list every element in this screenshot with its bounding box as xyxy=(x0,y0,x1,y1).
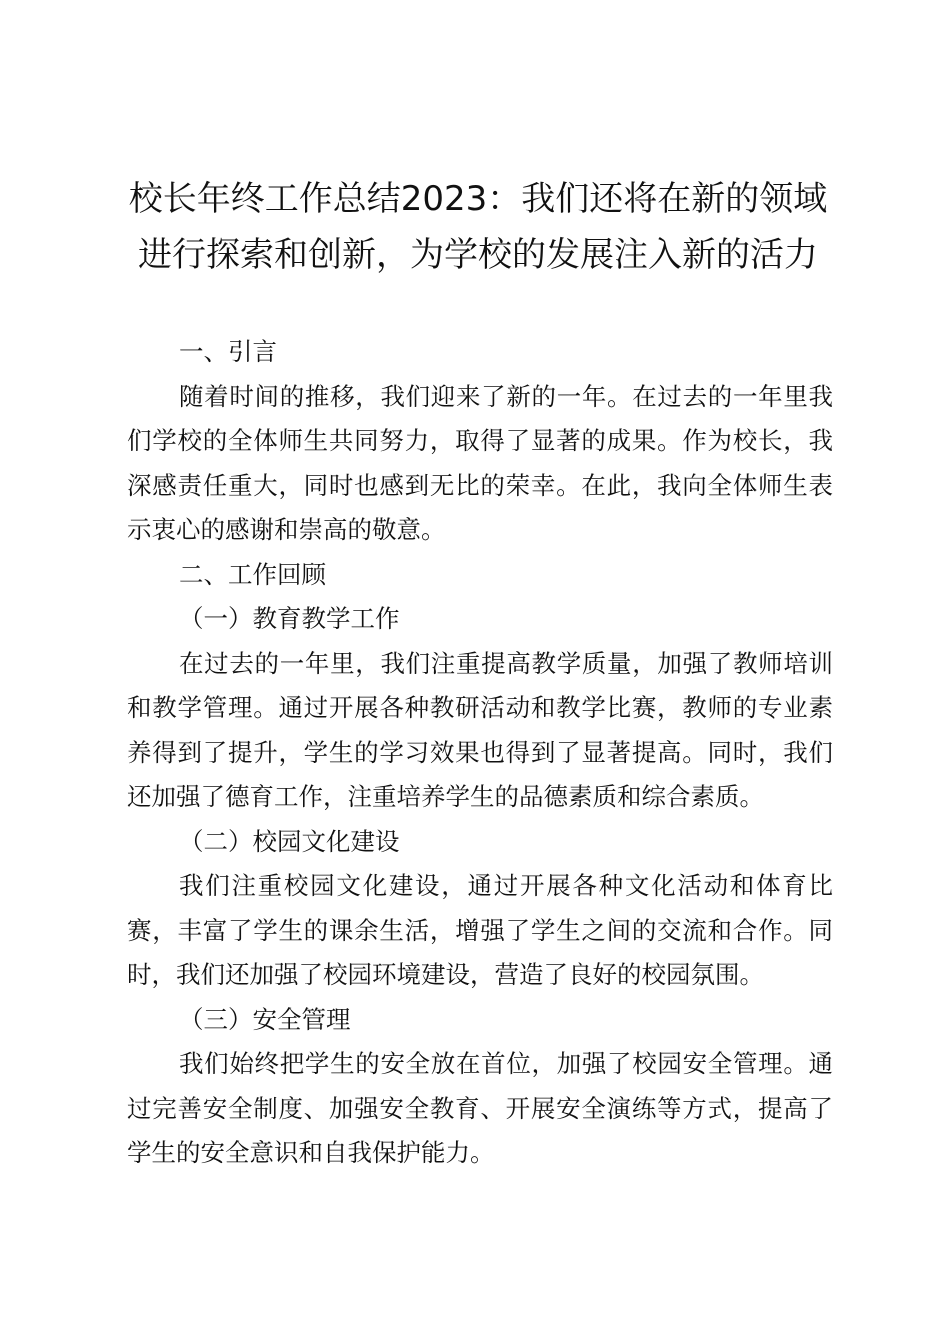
paragraph-intro: 随着时间的推移，我们迎来了新的一年。在过去的一年里我们学校的全体师生共同努力，取得了显著的成果。作为校长，我深感责任重大，同时也感到无比的荣幸。在此，我向全体师生表示衷心的感谢和崇高的敬意。 xyxy=(127,381,833,544)
subsection-heading-teaching: （一）教育教学工作 xyxy=(179,604,400,633)
paragraph-campus-culture: 我们注重校园文化建设，通过开展各种文化活动和体育比赛，丰富了学生的课余生活，增强了学生之间的交流和合作。同时，我们还加强了校园环境建设，营造了良好的校园氛围。 xyxy=(127,871,833,989)
subsection-heading-safety: （三）安全管理 xyxy=(179,1004,351,1034)
subsection-heading-campus-culture: （二）校园文化建设 xyxy=(179,826,400,856)
paragraph-safety: 我们始终把学生的安全放在首位，加强了校园安全管理。通过完善安全制度、加强安全教育、开展安全演练等方式，提高了学生的安全意识和自我保护能力。 xyxy=(127,1049,833,1167)
document-body xyxy=(127,330,833,1176)
paragraph-teaching: 在过去的一年里，我们注重提高教学质量，加强了教师培训和教学管理。通过开展各种教研活动和教学比赛，教师的专业素养得到了提升，学生的学习效果也得到了显著提高。同时，我们还加强了德育工作，注重培养学生的品德素质和综合素质。 xyxy=(127,648,833,811)
section-heading-review: 二、工作回顾 xyxy=(179,559,326,589)
section-heading-intro: 一、引言 xyxy=(179,337,277,366)
document-title: 校长年终工作总结2023：我们还将在新的领域进行探索和创新，为学校的发展注入新的活力 xyxy=(128,179,828,275)
